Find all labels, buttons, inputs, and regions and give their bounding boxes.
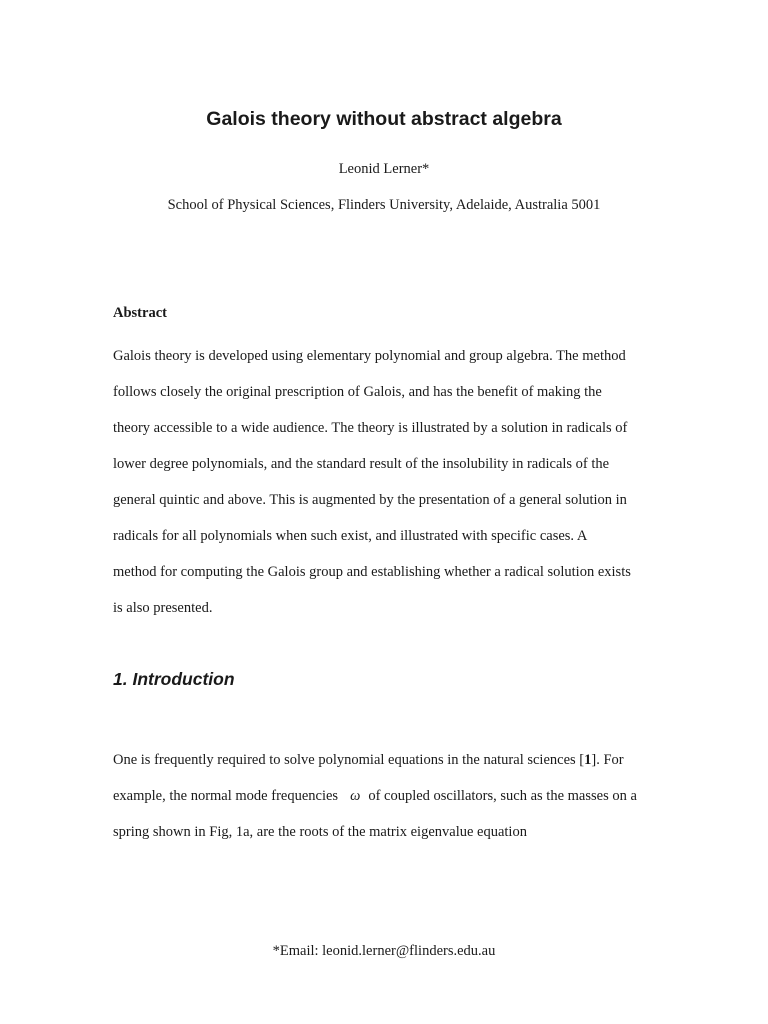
abstract-body <box>113 338 658 626</box>
abstract-line: lower degree polynomials, and the standard result of the insolubility in radicals of the <box>113 456 610 472</box>
footnote-email[interactable]: *Email: leonid.lerner@flinders.edu.au <box>272 943 496 959</box>
introduction-line: spring shown in Fig, 1a, are the roots of the matrix eigenvalue equation <box>113 824 527 840</box>
abstract-line: Galois theory is developed using elementary polynomial and group algebra. The method <box>113 348 626 364</box>
abstract-line: theory accessible to a wide audience. The theory is illustrated by a solution in radicals of <box>113 420 628 436</box>
citation-reference[interactable]: 1 <box>584 752 592 768</box>
introduction-line <box>113 742 658 778</box>
abstract-line: follows closely the original prescription of Galois, and has the benefit of making the <box>113 384 602 400</box>
section-heading-introduction: 1. Introduction <box>113 669 235 689</box>
abstract-line: is also presented. <box>113 600 213 616</box>
abstract-heading: Abstract <box>113 305 167 321</box>
introduction-text: of coupled oscillators, such as the masses on a <box>368 788 637 804</box>
introduction-line <box>113 778 658 814</box>
author-name: Leonid Lerner* <box>338 161 430 177</box>
abstract-line: radicals for all polynomials when such exist, and illustrated with specific cases. A <box>113 528 588 544</box>
abstract-line: method for computing the Galois group and establishing whether a radical solution exists <box>113 564 631 580</box>
abstract-line: general quintic and above. This is augmented by the presentation of a general solution in <box>113 492 627 508</box>
paper-title: Galois theory without abstract algebra <box>206 108 562 130</box>
introduction-text: example, the normal mode frequencies <box>113 788 339 804</box>
introduction-text: ]. For <box>591 752 624 768</box>
introduction-text: One is frequently required to solve polynomial equations in the natural sciences [ <box>113 752 585 768</box>
omega-symbol: ω <box>350 788 361 804</box>
introduction-body <box>113 742 658 850</box>
author-affiliation: School of Physical Sciences, Flinders University, Adelaide, Australia 5001 <box>167 197 601 213</box>
